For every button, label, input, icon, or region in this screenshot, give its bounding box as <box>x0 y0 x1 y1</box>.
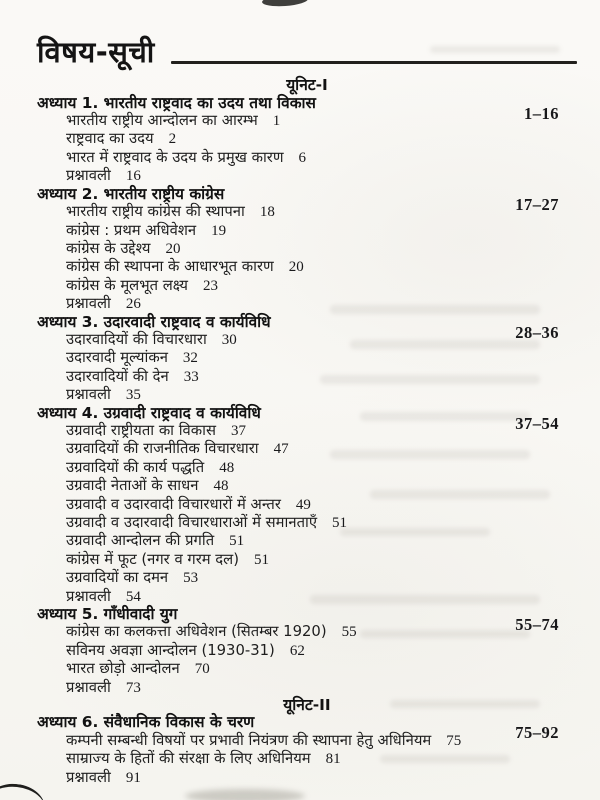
topic-page: 51 <box>332 515 348 531</box>
topic-title: कांग्रेस : प्रथम अधिवेशन <box>66 221 197 239</box>
topic-title: प्रश्नावली <box>66 295 111 313</box>
topic-row <box>37 277 577 295</box>
chapter-heading: अध्याय 6. संवैधानिक विकास के चरण <box>37 713 255 732</box>
topic-row <box>37 331 577 349</box>
topic-row <box>37 732 577 750</box>
topic-page: 73 <box>125 679 141 696</box>
topic-title: प्रश्नावली <box>66 768 111 786</box>
topic-title: उग्रवादियों की कार्य पद्धति <box>66 458 205 476</box>
topic-title: भारतीय राष्ट्रीय कांग्रेस की स्थापना <box>66 203 245 221</box>
topic-page: 70 <box>194 661 210 678</box>
topic-page: 55 <box>341 624 357 641</box>
topic-row <box>37 679 577 697</box>
topic-row <box>37 440 577 458</box>
unit-label: यूनिट-I <box>286 76 328 95</box>
topic-page: 32 <box>182 350 198 367</box>
topic-row <box>37 295 577 313</box>
topic-title: भारतीय राष्ट्रीय आन्दोलन का आरम्भ <box>66 112 258 130</box>
topic-title: उग्रवादी आन्दोलन की प्रगति <box>66 532 215 550</box>
chapter-page-range: 17–27 <box>515 194 559 214</box>
topic-page: 75 <box>446 732 462 749</box>
topic-title: उग्रवादी राष्ट्रीयता का विकास <box>66 421 216 439</box>
topic-page: 62 <box>289 642 305 659</box>
topic-title: उग्रवादी नेताओं के साधन <box>66 477 199 495</box>
topic-title: भारत छोड़ो आन्दोलन <box>66 660 180 678</box>
topic-page: 18 <box>259 204 275 221</box>
topic-row <box>37 422 577 440</box>
topic-row <box>37 660 577 678</box>
chapter-heading: अध्याय 2. भारतीय राष्ट्रीय कांग्रेस <box>37 184 225 203</box>
topic-title: उदारवादियों की विचारधारा <box>66 330 207 348</box>
topic-title: प्रश्नावली <box>66 386 111 404</box>
topic-title: राष्ट्रवाद का उदय <box>66 130 154 148</box>
chapter-block <box>37 606 577 697</box>
topic-title: भारत में राष्ट्रवाद के उदय के प्रमुख कारण <box>66 148 284 166</box>
topic-title: कांग्रेस के उद्देश्य <box>66 239 151 257</box>
topic-row <box>37 167 577 185</box>
topic-page: 48 <box>213 478 229 495</box>
chapter-heading: अध्याय 5. गाँधीवादी युग <box>37 605 178 624</box>
topic-row <box>37 240 577 258</box>
chapter-page-range: 1–16 <box>524 103 559 123</box>
topic-row <box>37 203 577 221</box>
topic-page: 35 <box>125 387 141 404</box>
topic-page: 23 <box>202 277 218 294</box>
topic-page: 48 <box>219 459 235 476</box>
topic-title: सविनय अवज्ञा आन्दोलन (1930-31) <box>66 641 275 659</box>
topic-row <box>37 769 577 787</box>
chapter-block <box>37 186 577 314</box>
topic-row <box>37 623 577 641</box>
title-underline <box>171 61 577 64</box>
topic-title: कांग्रेस का कलकत्ता अधिवेशन (सितम्बर 1920) <box>66 623 327 641</box>
page-curl-shadow <box>185 789 305 800</box>
topic-page: 49 <box>295 496 311 513</box>
topic-page: 6 <box>298 149 307 166</box>
topic-row <box>37 750 577 768</box>
topic-title: कांग्रेस की स्थापना के आधारभूत कारण <box>66 258 274 276</box>
chapter-block <box>37 714 577 787</box>
topic-page: 91 <box>125 769 141 786</box>
topic-title: कांग्रेस में फूट (नगर व गरम दल) <box>66 550 239 568</box>
chapter-heading: अध्याय 4. उग्रवादी राष्ट्रवाद व कार्यविधि <box>37 403 261 422</box>
chapter-page-range: 55–74 <box>515 615 559 635</box>
topic-page: 47 <box>273 441 289 458</box>
topic-title: उग्रवादी व उदारवादी विचारधाराओं में समानताएँ <box>66 514 318 531</box>
chapter-page-range: 37–54 <box>515 413 559 433</box>
topic-title: उग्रवादी व उदारवादी विचारधारों में अन्तर <box>66 495 281 513</box>
topic-page: 81 <box>325 751 341 768</box>
topic-page: 20 <box>288 259 304 276</box>
topic-title: साम्राज्य के हितों की संरक्षा के लिए अधिनियम <box>66 750 311 768</box>
topic-page: 53 <box>183 570 199 587</box>
topic-row <box>37 642 577 660</box>
topic-title: उग्रवादियों की राजनीतिक विचारधारा <box>66 440 259 458</box>
topic-page: 51 <box>253 551 269 568</box>
page-content <box>37 34 577 787</box>
topic-page: 16 <box>125 168 141 185</box>
topic-page: 51 <box>229 533 245 550</box>
topic-page: 54 <box>125 588 141 605</box>
topic-title: प्रश्नावली <box>66 587 111 605</box>
topic-page: 20 <box>165 240 181 257</box>
unit-label: यूनिट-II <box>283 696 331 715</box>
topic-row <box>37 459 577 477</box>
topic-page: 2 <box>168 131 177 148</box>
topic-row <box>37 588 577 606</box>
topic-title: प्रश्नावली <box>66 167 111 185</box>
topic-row <box>37 477 577 495</box>
chapter-heading: अध्याय 1. भारतीय राष्ट्रवाद का उदय तथा विकास <box>37 93 316 112</box>
chapter-block <box>37 405 577 606</box>
topic-title: कम्पनी सम्बन्धी विषयों पर प्रभावी नियंत्रण की स्थापना हेतु अधिनियम <box>66 731 432 749</box>
chapter-block <box>37 314 577 405</box>
topic-row <box>37 349 577 367</box>
toc <box>37 77 577 787</box>
topic-row <box>37 368 577 386</box>
topic-title: उग्रवादियों का दमन <box>66 569 169 587</box>
topic-page: 26 <box>125 296 141 313</box>
topic-row <box>37 569 577 587</box>
topic-row <box>37 496 577 514</box>
chapter-page-range: 28–36 <box>515 322 559 342</box>
topic-row <box>37 514 577 532</box>
topic-row <box>37 112 577 130</box>
topic-title: प्रश्नावली <box>66 678 111 696</box>
topic-row <box>37 149 577 167</box>
topic-row <box>37 258 577 276</box>
topic-page: 19 <box>211 222 227 239</box>
topic-row <box>37 532 577 550</box>
topic-page: 33 <box>183 368 199 385</box>
chapter-heading: अध्याय 3. उदारवादी राष्ट्रवाद व कार्यविधि <box>37 312 271 331</box>
topic-row <box>37 130 577 148</box>
scan-ink-mark <box>262 0 309 8</box>
title-row <box>37 34 577 70</box>
topic-row <box>37 386 577 404</box>
topic-page: 1 <box>272 113 281 130</box>
topic-title: कांग्रेस के मूलभूत लक्ष्य <box>66 276 188 294</box>
page-title: विषय-सूची <box>37 35 155 69</box>
topic-row <box>37 222 577 240</box>
topic-title: उदारवादी मूल्यांकन <box>66 349 168 367</box>
topic-title: उदारवादियों की देन <box>66 367 169 385</box>
topic-page: 37 <box>230 422 246 439</box>
chapter-page-range: 75–92 <box>515 723 559 743</box>
topic-row <box>37 551 577 569</box>
topic-page: 30 <box>221 331 237 348</box>
chapter-block <box>37 95 577 186</box>
